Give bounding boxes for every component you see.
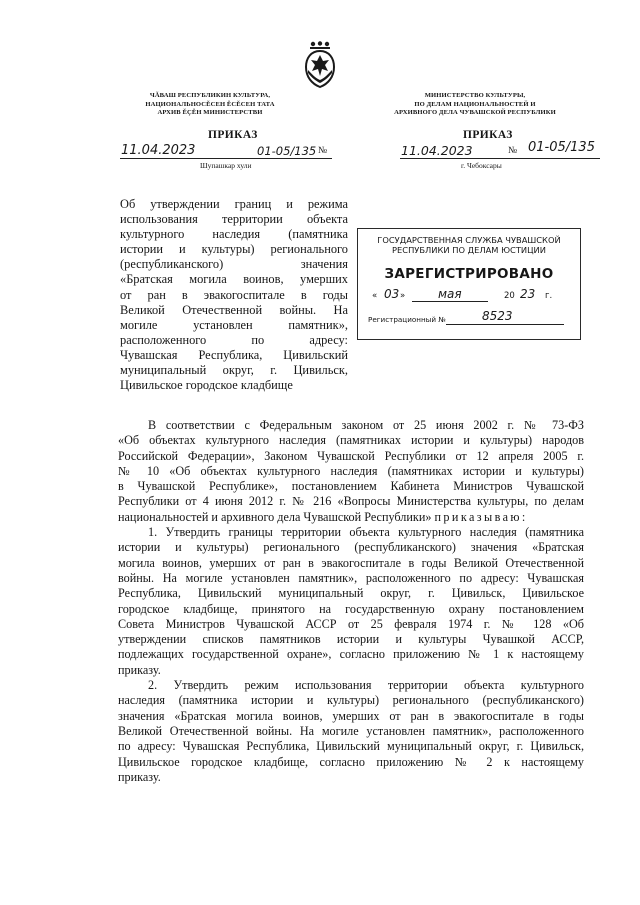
order-label-chuvash: ПРИКАЗ: [208, 129, 258, 141]
title-line: Цивильское городское кладбище: [120, 378, 293, 393]
stamp-authority-line: РЕСПУБЛИКИ ПО ДЕЛАМ ЮСТИЦИИ: [392, 245, 546, 255]
paragraph-1-line: подлежащих государственной охране», согласно приложению № 1 к настоящему: [118, 647, 584, 662]
order-number-handwritten: 01-05/135: [528, 140, 595, 155]
paragraph-2-line: приказу.: [118, 769, 161, 784]
stamp-authority: [358, 235, 580, 255]
body-line: «Об объектах культурного наследия (памятниках истории и культуры) народов: [118, 433, 584, 448]
ministry-name-line: АРХИВ ĔÇĔН МИНИСТЕРСТВИ: [157, 109, 263, 117]
order-body: [118, 418, 584, 785]
order-date-handwritten: 11.04.2023: [121, 143, 196, 158]
ministry-name-line: АРХИВНОГО ДЕЛА ЧУВАШСКОЙ РЕСПУБЛИКИ: [394, 109, 556, 117]
registration-stamp: ГОСУДАРСТВЕННАЯ СЛУЖБА ЧУВАШСКОЙ РЕСПУБЛИКИ ПО ДЕЛАМ ЮСТИЦИИ ЗАРЕГИСТРИРОВАНО « 03 » мая 20 23 г. Регистрационный № 8523: [357, 228, 581, 340]
ministry-name-line: ПО ДЕЛАМ НАЦИОНАЛЬНОСТЕЙ И: [414, 100, 536, 108]
order-number-handwritten: 01-05/135: [257, 144, 317, 158]
paragraph-1-line: утверждении списков памятников истории и культуры Чувашкой АССР,: [118, 632, 584, 647]
title-line: «Братская могила воинов, умерших: [120, 272, 348, 287]
body-line: Республики от 4 июня 2012 г. № 216 «Вопросы Министерства культуры, по делам: [118, 494, 584, 509]
paragraph-1-line: могила воинов, умерших от ран в эвакогоспитале в годы Великой Отечественной: [118, 555, 584, 570]
stamp-reg-label: Регистрационный №: [368, 315, 446, 324]
paragraph-1-line: истории и культуры) регионального (республиканского) значения «Братская: [118, 540, 584, 555]
title-line: культурного наследия (памятника: [120, 227, 348, 242]
stamp-authority-line: ГОСУДАРСТВЕННАЯ СЛУЖБА ЧУВАШСКОЙ: [377, 235, 561, 245]
paragraph-2-line: наследия (памятника истории и культуры) регионального (республиканского): [118, 693, 584, 708]
title-line: (республиканского) значения: [120, 257, 348, 272]
date-line: [400, 158, 600, 159]
paragraph-2-line: 2. Утвердить режим использования территории объекта культурного: [148, 678, 584, 693]
number-sign: №: [318, 146, 328, 156]
stamp-year-suffix: 23: [520, 287, 536, 301]
stamp-reg-number: 8523: [482, 309, 513, 323]
paragraph-1-line: Республика, Цивильский муниципальный округ, г. Цивильск, Цивильское: [118, 586, 584, 601]
ministry-name-line: ЧĂВАШ РЕСПУБЛИКИН КУЛЬТУРА,: [149, 92, 271, 99]
stamp-month: мая: [438, 287, 462, 301]
place-chuvash: Шупашкар хули: [200, 161, 252, 170]
body-line: № 10 «Об объектах культурного наследия (памятниках истории и культуры): [118, 463, 584, 478]
title-line: Об утверждении границ и режима: [120, 197, 348, 211]
place-russian: г. Чебоксары: [461, 161, 502, 170]
title-line: от ран в эвакогоспитале в годы: [120, 287, 348, 302]
title-line: использования территории объекта: [120, 212, 348, 227]
paragraph-1-line: 1. Утвердить границы территории объекта культурного наследия (памятника: [148, 525, 584, 540]
ministry-name-russian: [365, 92, 585, 118]
paragraph-2-line: Цивильское городское кладбище, согласно приложению № 2 к настоящему: [118, 754, 584, 769]
body-line: в Чувашской Республике», постановлением Кабинета Министров Чувашской: [118, 479, 584, 494]
paragraph-1-line: городское кладбище, принятого на государственную охрану постановлением: [118, 601, 584, 616]
stamp-year-unit: г.: [545, 291, 553, 301]
date-line: [120, 158, 332, 159]
paragraph-1-line: приказу.: [118, 662, 161, 677]
body-line: В соответствии с Федеральным законом от 25 июня 2002 г. № 73-ФЗ: [148, 418, 584, 432]
body-line-text: национальностей и архивного дела Чувашской Республики»: [118, 509, 432, 524]
paragraph-2-line: по адресу: Чувашская Республика, Цивильский муниципальный округ, г. Цивильск,: [118, 739, 584, 754]
title-line: расположенного по адресу:: [120, 332, 348, 347]
body-line: [118, 510, 584, 525]
order-verb: приказываю:: [434, 509, 528, 524]
stamp-year-prefix: 20: [504, 291, 515, 301]
paragraph-2-line: Великой Отечественной войны. На могиле установлен памятник», расположенного: [118, 723, 584, 738]
ministry-name-line: МИНИСТЕРСТВО КУЛЬТУРЫ,: [424, 92, 526, 99]
order-title: [120, 197, 348, 393]
paragraph-1-line: Совета Министров Чувашской АССР от 25 февраля 1974 г. № 128 «Об: [118, 616, 584, 631]
body-line: Российской Федерации», Законом Чувашской Республики от 12 апреля 2005 г.: [118, 448, 584, 463]
stamp-status: ЗАРЕГИСТРИРОВАНО: [384, 266, 554, 282]
order-label-russian: ПРИКАЗ: [463, 129, 513, 141]
paragraph-1-line: войны. На могиле установлен памятник», расположенного по адресу: Чувашская: [118, 570, 584, 585]
title-line: Чувашская Республика, Цивильский: [120, 347, 348, 362]
ministry-name-chuvash: [100, 92, 320, 118]
title-line: истории и культуры) регионального: [120, 242, 348, 257]
ministry-name-line: НАЦИОНАЛЬНОСĔСЕН ĔСĔСЕН ТАТА: [145, 100, 275, 108]
order-date-handwritten: 11.04.2023: [401, 143, 473, 158]
title-line: могиле установлен памятник»,: [120, 317, 348, 332]
title-line: Великой Отечественной войны. На: [120, 302, 348, 317]
stamp-day: 03: [384, 287, 400, 301]
paragraph-2-line: значения «Братская могила воинов, умерших от ран в эвакогоспитале в годы: [118, 708, 584, 723]
title-line: муниципальный округ, г. Цивильск,: [120, 363, 348, 378]
chuvash-emblem-icon: [302, 40, 338, 90]
number-sign: №: [508, 146, 518, 156]
